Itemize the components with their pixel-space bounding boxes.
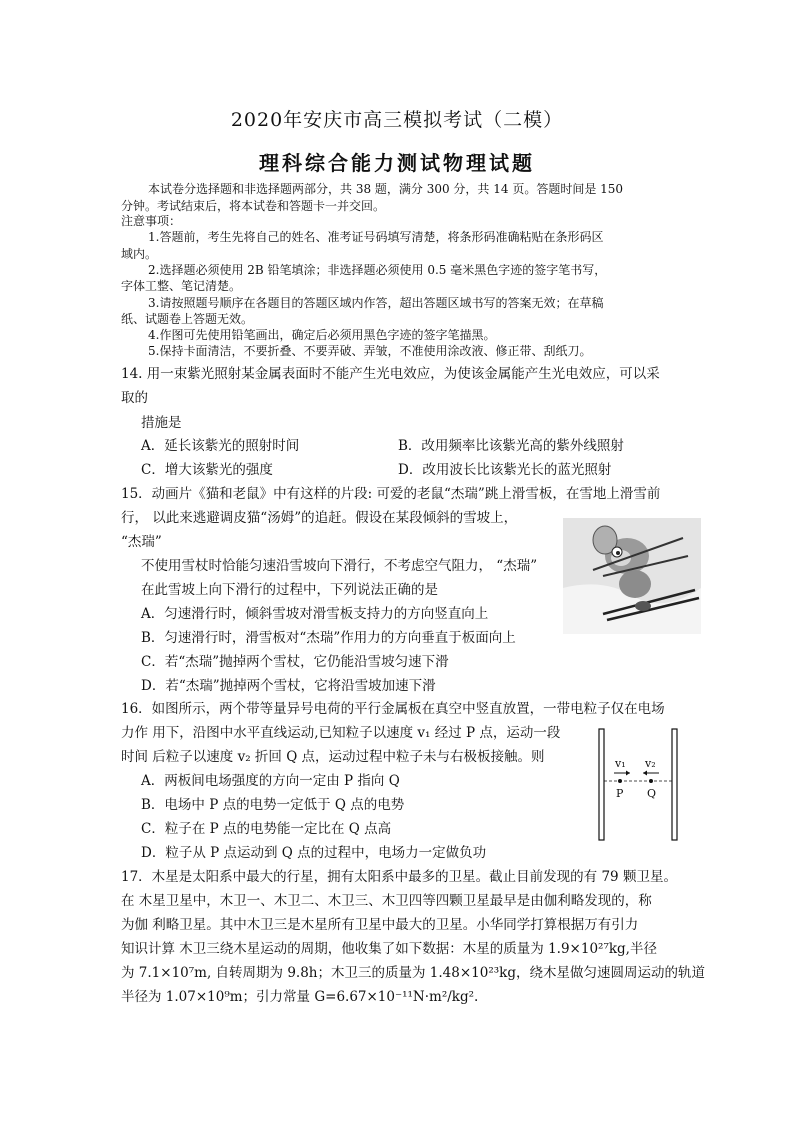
- notice-heading: 注意事项：: [121, 214, 182, 228]
- q15-option-b: B．匀速滑行时，滑雪板对“杰瑞”作用力的方向垂直于板面向上: [141, 630, 516, 646]
- label-p: P: [616, 787, 624, 800]
- q17-line-2: 在 木星卫星中，木卫一、木卫二、木卫三、木卫四等四颗卫星最早是由伽利略发现的，称: [121, 893, 652, 909]
- notice-item-2b: 字体工整、笔记清楚。: [121, 279, 242, 293]
- q17-line-4: 知识计算 木卫三绕木星运动的周期，他收集了如下数据：木星的质量为 1.9×10²⁷kg,半径: [121, 941, 657, 957]
- page-title: 2020年安庆市高三模拟考试（二模）: [230, 109, 564, 131]
- q14-option-b: B．改用频率比该紫光高的紫外线照射: [398, 438, 624, 454]
- q15-stem-line-4: 不使用雪杖时恰能匀速沿雪坡向下滑行，不考虑空气阻力， “杰瑞”: [141, 558, 538, 574]
- notice-item-1a: 1.答题前，考生先将自己的姓名、准考证号码填写清楚，将条形码准确粘贴在条形码区: [148, 230, 604, 244]
- q14-option-c: C．增大该紫光的强度: [141, 462, 273, 478]
- q17-line-1: 17．木星是太阳系中最大的行星，拥有太阳系中最多的卫星。截止目前发现的有 79 颗卫星。: [121, 869, 677, 885]
- q15-option-c: C．若“杰瑞”抛掉两个雪杖，它仍能沿雪坡匀速下滑: [141, 654, 449, 670]
- q16-stem-line-2: 力作 用下，沿图中水平直线运动,已知粒子以速度 v₁ 经过 P 点，运动一段: [121, 725, 561, 741]
- q15-option-a: A．匀速滑行时，倾斜雪坡对滑雪板支持力的方向竖直向上: [141, 606, 489, 622]
- q14-stem-line-3: 措施是: [141, 415, 182, 431]
- q17-line-3: 为伽 利略卫星。其中木卫三是木星所有卫星中最大的卫星。小华同学打算根据万有引力: [121, 917, 639, 933]
- q16-stem-line-3: 时间 后粒子以速度 v₂ 折回 Q 点，运动过程中粒子未与右极板接触。则: [121, 749, 545, 765]
- notice-item-5: 5.保持卡面清洁，不要折叠、不要弄破、弄皱，不准使用涂改液、修正带、刮纸刀。: [148, 344, 592, 358]
- skiing-mouse-illustration: [563, 518, 701, 634]
- q16-option-a: A．两板间电场强度的方向一定由 P 指向 Q: [141, 773, 400, 789]
- notice-intro-line-2: 分钟。考试结束后，将本试卷和答题卡一并交回。: [121, 199, 386, 213]
- notice-item-1b: 域内。: [121, 247, 158, 261]
- q15-stem-line-5: 在此雪坡上向下滑行的过程中，下列说法正确的是: [141, 582, 438, 598]
- q15-stem-line-1: 15．动画片《猫和老鼠》中有这样的片段: 可爱的老鼠“杰瑞”跳上滑雪板，在雪地上滑雪前: [121, 486, 661, 502]
- notice-item-2a: 2.选择题必须使用 2B 铅笔填涂；非选择题必须使用 0.5 毫米黑色字迹的签字笔书写，: [148, 263, 607, 277]
- q15-option-d: D．若“杰瑞”抛掉两个雪杖，它将沿雪坡加速下滑: [141, 678, 436, 694]
- q16-option-d: D．粒子从 P 点运动到 Q 点的过程中，电场力一定做负功: [141, 845, 487, 861]
- page-subtitle: 理科综合能力测试物理试题: [259, 151, 535, 175]
- q17-line-6: 半径为 1.07×10⁹m；引力常量 G=6.67×10⁻¹¹N·m²/kg².: [121, 989, 479, 1005]
- right-plate: [672, 729, 677, 840]
- notice-intro-line-1: 本试卷分选择题和非选择题两部分，共 38 题，满分 300 分，共 14 页。答题时间是 150: [148, 182, 624, 196]
- point-q: [649, 779, 653, 783]
- q14-stem-line-1: 14. 用一束紫光照射某金属表面时不能产生光电效应，为使该金属能产生光电效应，可以采: [121, 366, 660, 382]
- q17-line-5: 为 7.1×10⁷m, 自转周期为 9.8h；木卫三的质量为 1.48×10²³kg，绕木星做匀速圆周运动的轨道: [121, 965, 705, 981]
- q16-option-b: B．电场中 P 点的电势一定低于 Q 点的电势: [141, 797, 405, 813]
- q15-stem-line-2: 行， 以此来逃避调皮猫“汤姆”的追赶。假设在某段倾斜的雪坡上，: [121, 510, 518, 526]
- point-p: [618, 779, 622, 783]
- label-v1: v₁: [615, 757, 626, 770]
- q14-stem-line-2: 取的: [121, 390, 148, 406]
- q16-option-c: C．粒子在 P 点的电势能一定比在 Q 点高: [141, 821, 392, 837]
- label-q: Q: [647, 787, 657, 800]
- q15-stem-line-3: “杰瑞”: [121, 534, 162, 550]
- q16-stem-line-1: 16．如图所示，两个带等量异号电荷的平行金属板在真空中竖直放置，一带电粒子仅在电场: [121, 701, 665, 717]
- parallel-plates-figure: [596, 727, 681, 842]
- left-plate: [599, 729, 604, 840]
- label-v2: v₂: [645, 757, 656, 770]
- notice-item-3a: 3.请按照题号顺序在各题目的答题区域内作答，超出答题区域书写的答案无效；在草稿: [148, 296, 604, 310]
- notice-item-3b: 纸、试题卷上答题无效。: [121, 312, 254, 326]
- q14-option-a: A．延长该紫光的照射时间: [141, 438, 300, 454]
- q14-option-d: D．改用波长比该紫光长的蓝光照射: [398, 462, 612, 478]
- notice-item-4: 4.作图可先使用铅笔画出，确定后必须用黑色字迹的签字笔描黑。: [148, 328, 496, 342]
